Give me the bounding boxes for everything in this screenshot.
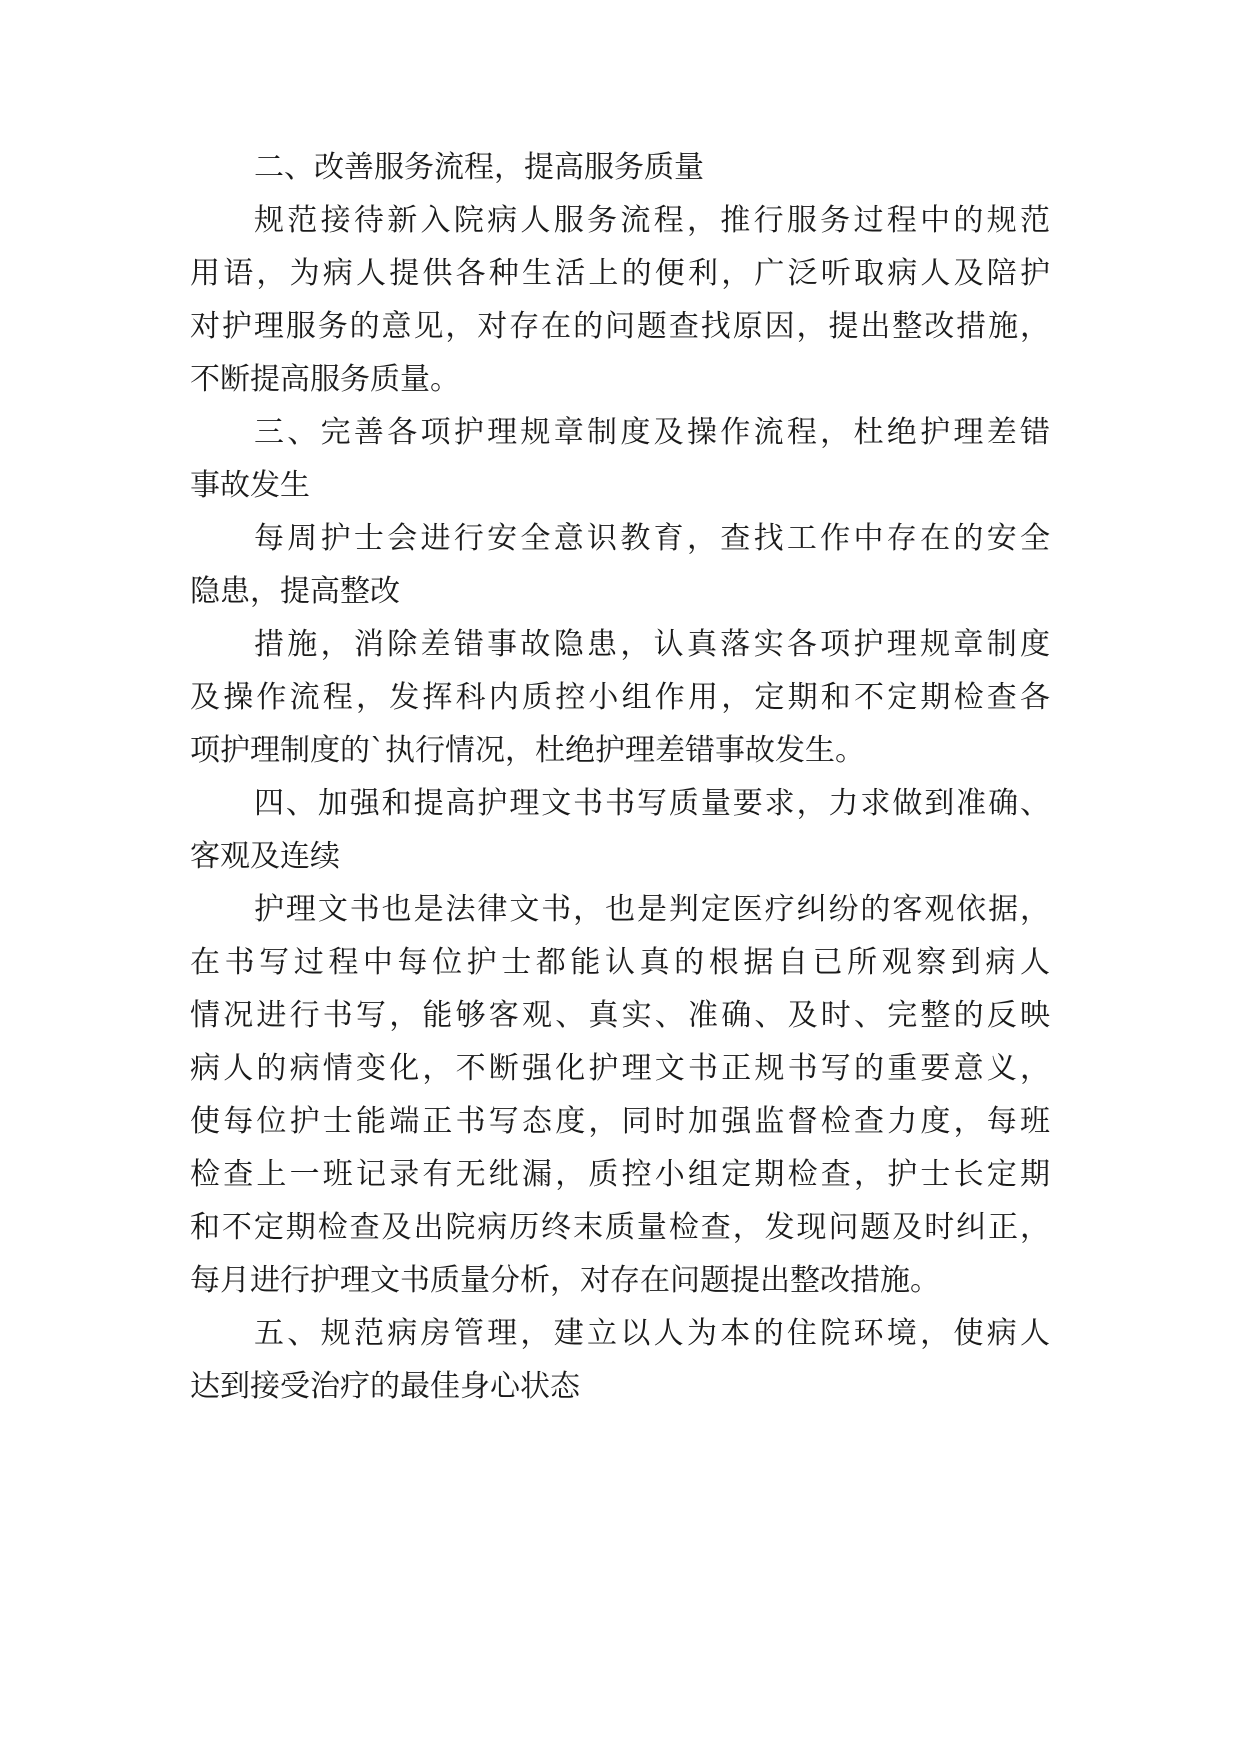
paragraph-line: 对护理服务的意见，对存在的问题查找原因，提出整改措施， bbox=[190, 309, 1050, 344]
paragraph-line: 每月进行护理文书质量分析，对存在问题提出整改措施。 bbox=[190, 1263, 940, 1298]
paragraph-line: 病人的病情变化，不断强化护理文书正规书写的重要意义， bbox=[190, 1051, 1050, 1086]
section-heading-5: 五、规范病房管理，建立以人为本的住院环境，使病人 bbox=[254, 1316, 1050, 1351]
paragraph-line: 项护理制度的`执行情况，杜绝护理差错事故发生。 bbox=[190, 733, 865, 768]
paragraph-line: 使每位护士能端正书写态度，同时加强监督检查力度，每班 bbox=[190, 1104, 1050, 1139]
paragraph-line: 及操作流程，发挥科内质控小组作用，定期和不定期检查各 bbox=[190, 680, 1050, 715]
paragraph-line: 在书写过程中每位护士都能认真的根据自已所观察到病人 bbox=[190, 945, 1050, 980]
paragraph-line: 不断提高服务质量。 bbox=[190, 362, 460, 397]
paragraph-line: 隐患，提高整改 bbox=[190, 574, 400, 609]
paragraph-line: 和不定期检查及出院病历终末质量检查，发现问题及时纠正， bbox=[190, 1210, 1050, 1245]
section-heading-4-cont: 客观及连续 bbox=[190, 839, 340, 874]
paragraph-line: 每周护士会进行安全意识教育，查找工作中存在的安全 bbox=[254, 521, 1050, 556]
section-heading-2: 二、改善服务流程，提高服务质量 bbox=[254, 150, 704, 185]
paragraph-line: 用语，为病人提供各种生活上的便利，广泛听取病人及陪护 bbox=[190, 256, 1050, 291]
section-heading-4: 四、加强和提高护理文书书写质量要求，力求做到准确、 bbox=[254, 786, 1050, 821]
section-heading-5-cont: 达到接受治疗的最佳身心状态 bbox=[190, 1369, 580, 1404]
paragraph-line: 措施，消除差错事故隐患，认真落实各项护理规章制度 bbox=[254, 627, 1050, 662]
paragraph-line: 规范接待新入院病人服务流程，推行服务过程中的规范 bbox=[254, 203, 1050, 238]
paragraph-line: 情况进行书写，能够客观、真实、准确、及时、完整的反映 bbox=[190, 998, 1050, 1033]
paragraph-line: 检查上一班记录有无纰漏，质控小组定期检查，护士长定期 bbox=[190, 1157, 1050, 1192]
section-heading-3: 三、完善各项护理规章制度及操作流程，杜绝护理差错 bbox=[254, 415, 1050, 450]
paragraph-line: 护理文书也是法律文书，也是判定医疗纠纷的客观依据， bbox=[254, 892, 1050, 927]
section-heading-3-cont: 事故发生 bbox=[190, 468, 310, 503]
